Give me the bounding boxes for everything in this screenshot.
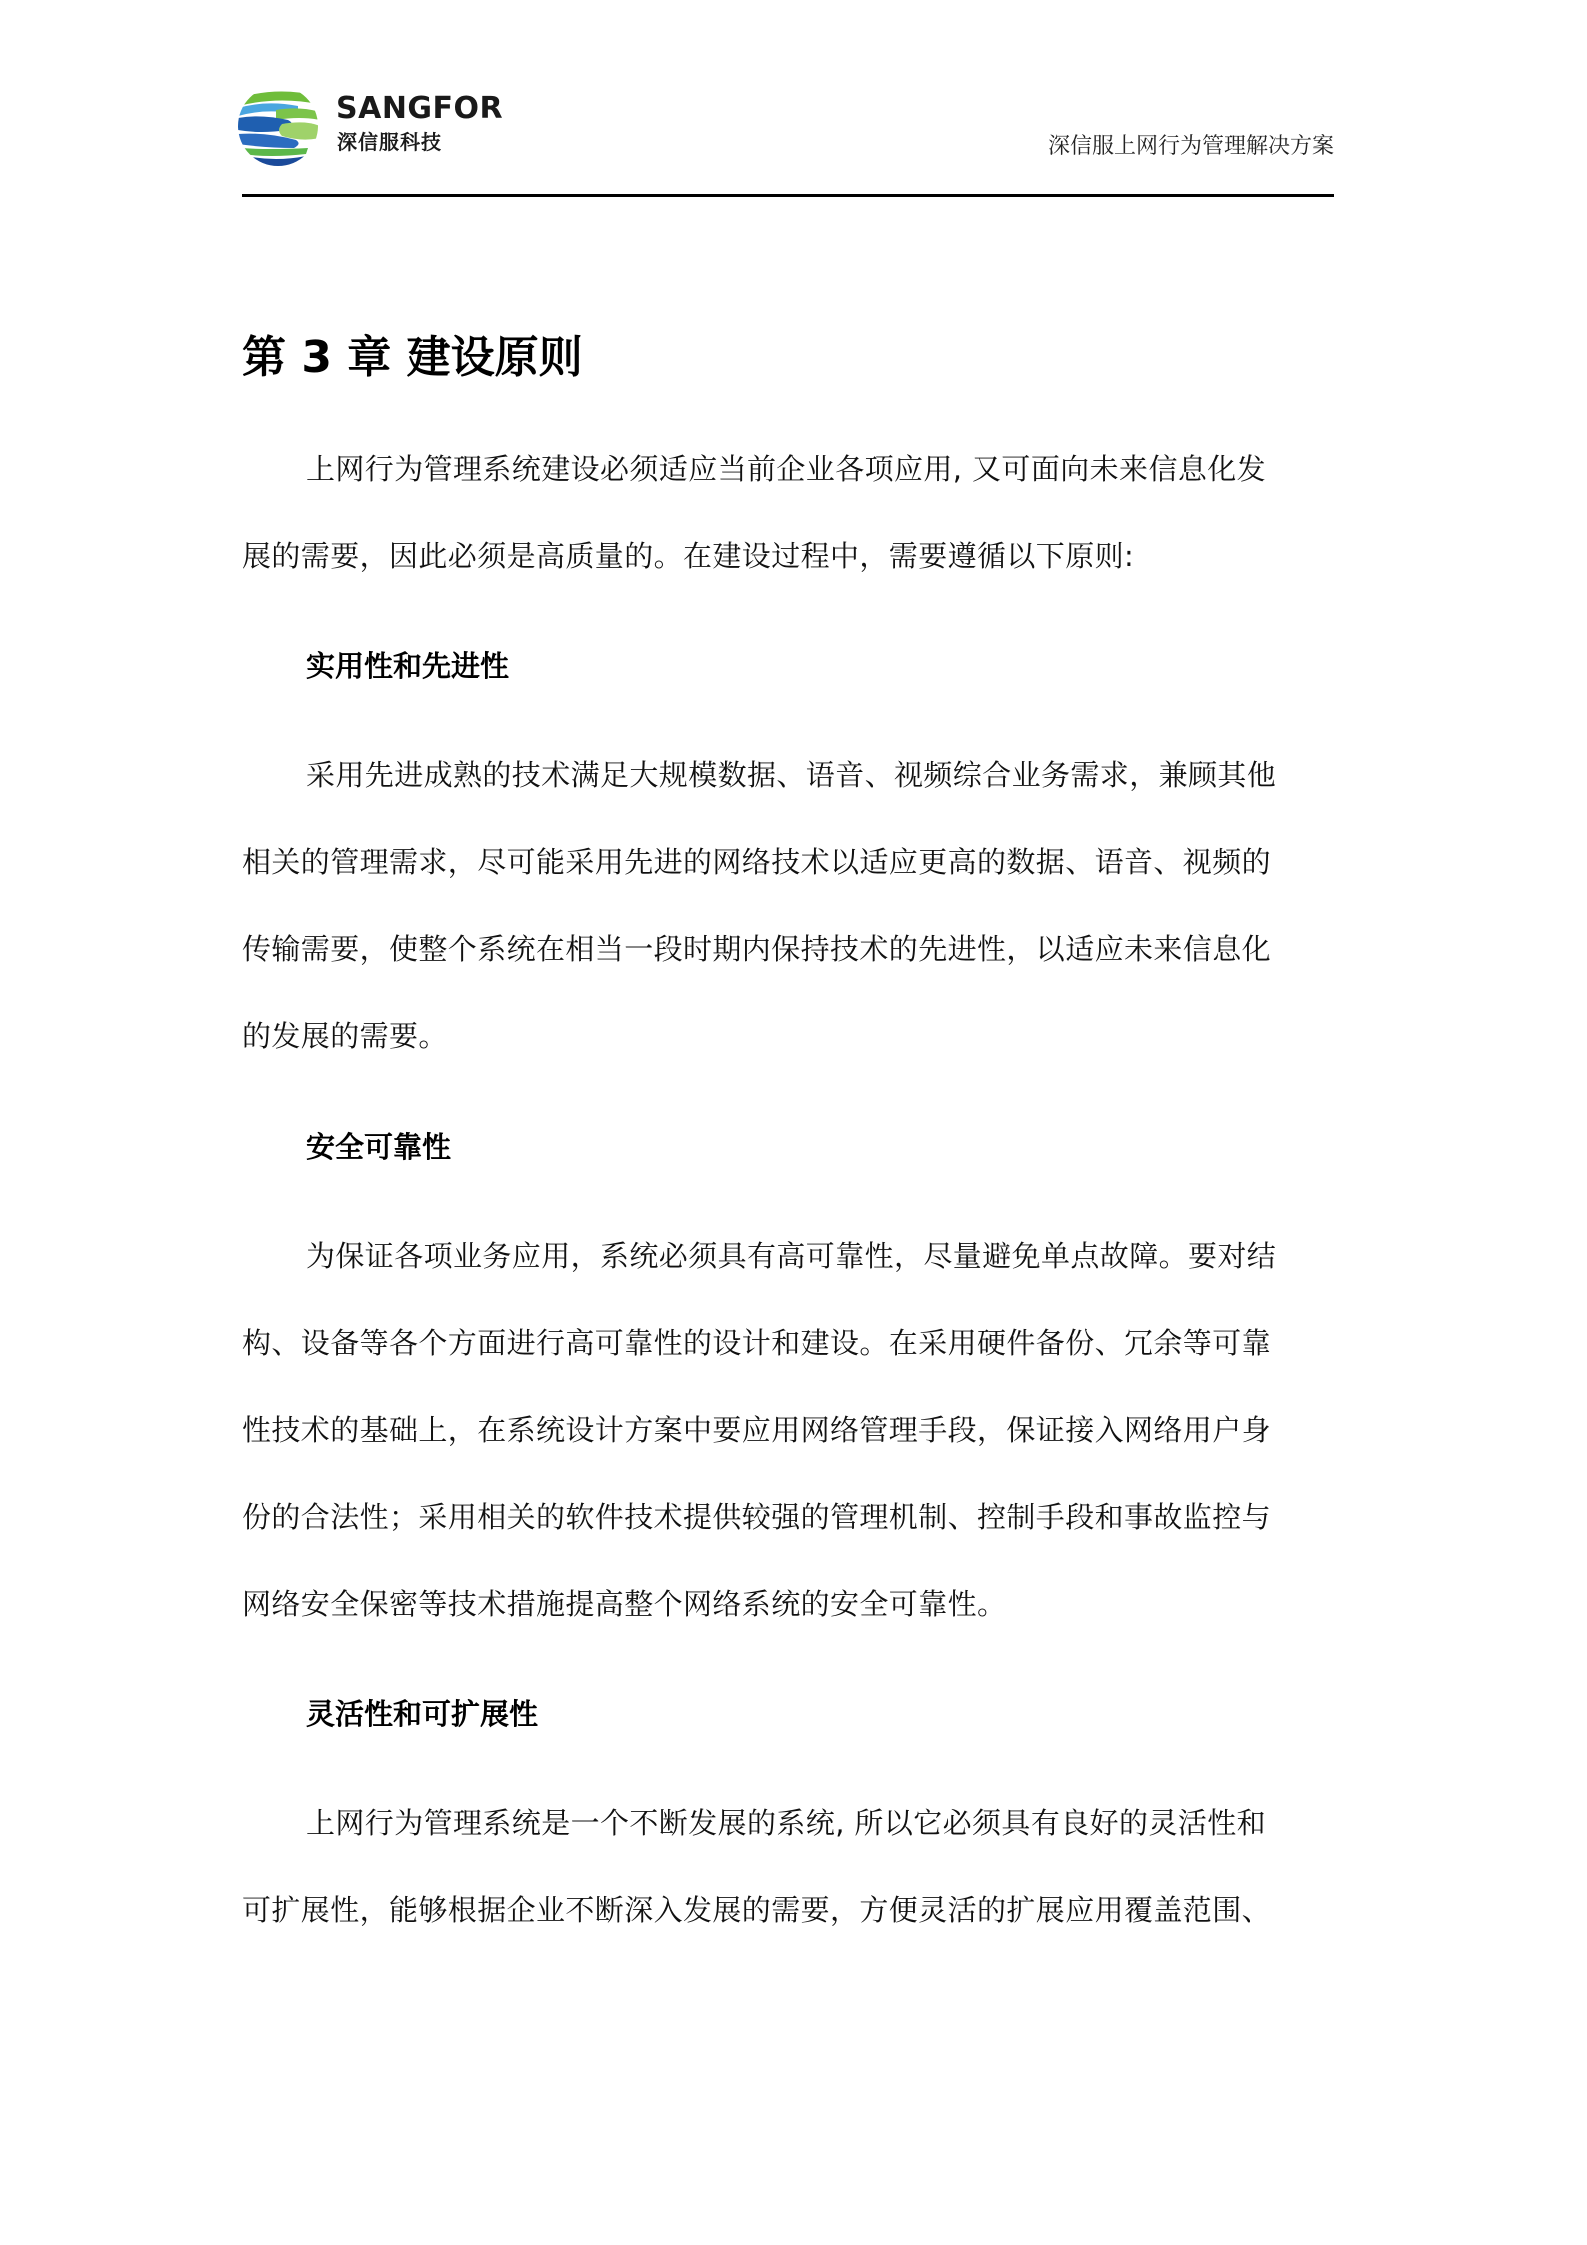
header-divider [242,194,1334,197]
logo-brand-cn-text: 深信服科技 [337,130,442,154]
logo-brand-text: SANGFOR [336,91,504,126]
section-heading-practicality: 实用性和先进性 [306,649,510,683]
paragraph-line: 采用先进成熟的技术满足大规模数据、语音、视频综合业务需求，兼顾其他 [306,758,1277,792]
document-title: 深信服上网行为管理解决方案 [1047,134,1334,159]
page-header [0,0,1587,200]
sangfor-logo [236,84,504,170]
intro-line: 上网行为管理系统建设必须适应当前企业各项应用, 又可面向未来信息化发 [306,452,1267,486]
paragraph-line: 可扩展性，能够根据企业不断深入发展的需要，方便灵活的扩展应用覆盖范围、 [242,1893,1272,1927]
paragraph-line: 构、设备等各个方面进行高可靠性的设计和建设。在采用硬件备份、冗余等可靠 [242,1326,1272,1360]
paragraph-line: 相关的管理需求，尽可能采用先进的网络技术以适应更高的数据、语音、视频的 [242,845,1272,879]
paragraph-line: 网络安全保密等技术措施提高整个网络系统的安全可靠性。 [242,1587,1007,1621]
paragraph-line: 性技术的基础上，在系统设计方案中要应用网络管理手段，保证接入网络用户身 [242,1413,1272,1447]
intro-line: 展的需要，因此必须是高质量的。在建设过程中，需要遵循以下原则: [242,539,1135,573]
paragraph-line: 传输需要，使整个系统在相当一段时期内保持技术的先进性，以适应未来信息化 [242,932,1272,966]
chapter-title: 第 3 章 建设原则 [242,332,583,383]
sangfor-globe-logo-icon [236,84,320,168]
paragraph-line: 的发展的需要。 [242,1019,448,1053]
section-heading-reliability: 安全可靠性 [306,1130,452,1164]
paragraph-line: 份的合法性；采用相关的软件技术提供较强的管理机制、控制手段和事故监控与 [242,1500,1272,1534]
section-heading-flexibility: 灵活性和可扩展性 [306,1697,539,1731]
paragraph-line: 上网行为管理系统是一个不断发展的系统, 所以它必须具有良好的灵活性和 [306,1806,1267,1840]
paragraph-line: 为保证各项业务应用，系统必须具有高可靠性，尽量避免单点故障。要对结 [306,1239,1277,1273]
